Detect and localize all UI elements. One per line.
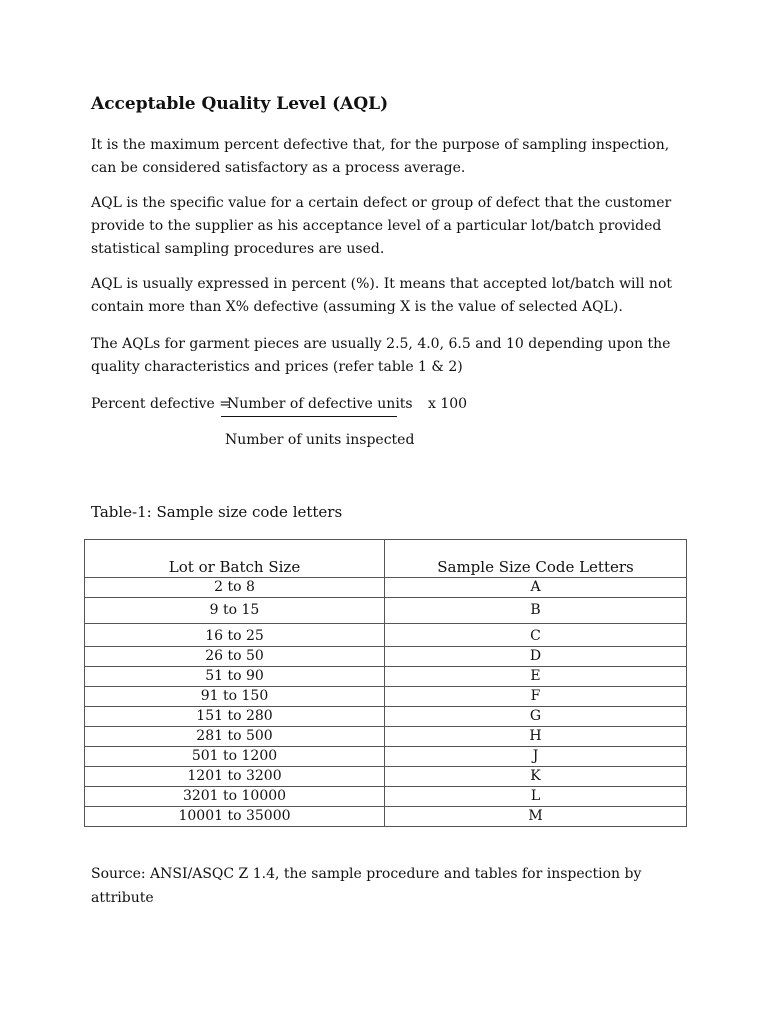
table-row	[85, 707, 687, 727]
lot-size-cell: 151 to 280	[85, 707, 385, 727]
code-letter-cell: A	[385, 578, 687, 598]
lot-size-cell: 91 to 150	[85, 687, 385, 707]
lot-size-cell: 51 to 90	[85, 667, 385, 687]
table-row	[85, 624, 687, 647]
page-title: Acceptable Quality Level (AQL)	[91, 94, 389, 114]
table-row	[85, 807, 687, 827]
code-letter-cell: E	[385, 667, 687, 687]
source-note: Source: ANSI/ASQC Z 1.4, the sample procedure and tables for inspection by attribute	[91, 866, 642, 906]
lot-size-cell: 2 to 8	[85, 578, 385, 598]
code-letter-cell: F	[385, 687, 687, 707]
lot-size-cell: 16 to 25	[85, 624, 385, 647]
code-letter-cell: L	[385, 787, 687, 807]
table-row	[85, 767, 687, 787]
header-code-letter: Sample Size Code Letters	[385, 540, 687, 578]
paragraph-garment-aqls: The AQLs for garment pieces are usually 2.5, 4.0, 6.5 and 10 depending upon the quality characteristics and prices (refer table 1 & 2)	[91, 336, 671, 375]
table-header-row	[85, 540, 687, 578]
table-row	[85, 578, 687, 598]
table-row	[85, 667, 687, 687]
lot-size-cell: 3201 to 10000	[85, 787, 385, 807]
paragraph-percent: AQL is usually expressed in percent (%). It means that accepted lot/batch will not contain more than X% defective (assuming X is the value of selected AQL).	[91, 276, 672, 315]
table-row	[85, 747, 687, 767]
code-letter-cell: M	[385, 807, 687, 827]
code-letter-cell: C	[385, 624, 687, 647]
code-letter-cell: J	[385, 747, 687, 767]
lot-size-cell: 9 to 15	[85, 598, 385, 624]
lot-size-cell: 1201 to 3200	[85, 767, 385, 787]
code-letter-cell: H	[385, 727, 687, 747]
lot-size-cell: 26 to 50	[85, 647, 385, 667]
lot-size-cell: 501 to 1200	[85, 747, 385, 767]
code-letter-cell: B	[385, 598, 687, 624]
formula-multiplier: x 100	[428, 396, 468, 412]
sample-size-table	[84, 539, 687, 827]
table-row	[85, 727, 687, 747]
paragraph-definition: It is the maximum percent defective that, for the purpose of sampling inspection, can be considered satisfactory as a process average.	[91, 137, 670, 176]
formula-label: Percent defective =	[91, 396, 232, 412]
table-row	[85, 598, 687, 624]
code-letter-cell: G	[385, 707, 687, 727]
fraction-bar	[221, 416, 397, 417]
formula-denominator: Number of units inspected	[225, 432, 415, 448]
table-caption: Table-1: Sample size code letters	[91, 503, 343, 521]
lot-size-cell: 281 to 500	[85, 727, 385, 747]
paragraph-customer-value: AQL is the specific value for a certain defect or group of defect that the customer provide to the supplier as his acceptance level of a particular lot/batch provided statistical sampling procedures are used.	[91, 195, 672, 257]
lot-size-cell: 10001 to 35000	[85, 807, 385, 827]
formula-numerator: Number of defective units	[227, 396, 413, 412]
code-letter-cell: K	[385, 767, 687, 787]
table-row	[85, 647, 687, 667]
table-row	[85, 787, 687, 807]
header-lot-size: Lot or Batch Size	[85, 540, 385, 578]
table-row	[85, 687, 687, 707]
code-letter-cell: D	[385, 647, 687, 667]
